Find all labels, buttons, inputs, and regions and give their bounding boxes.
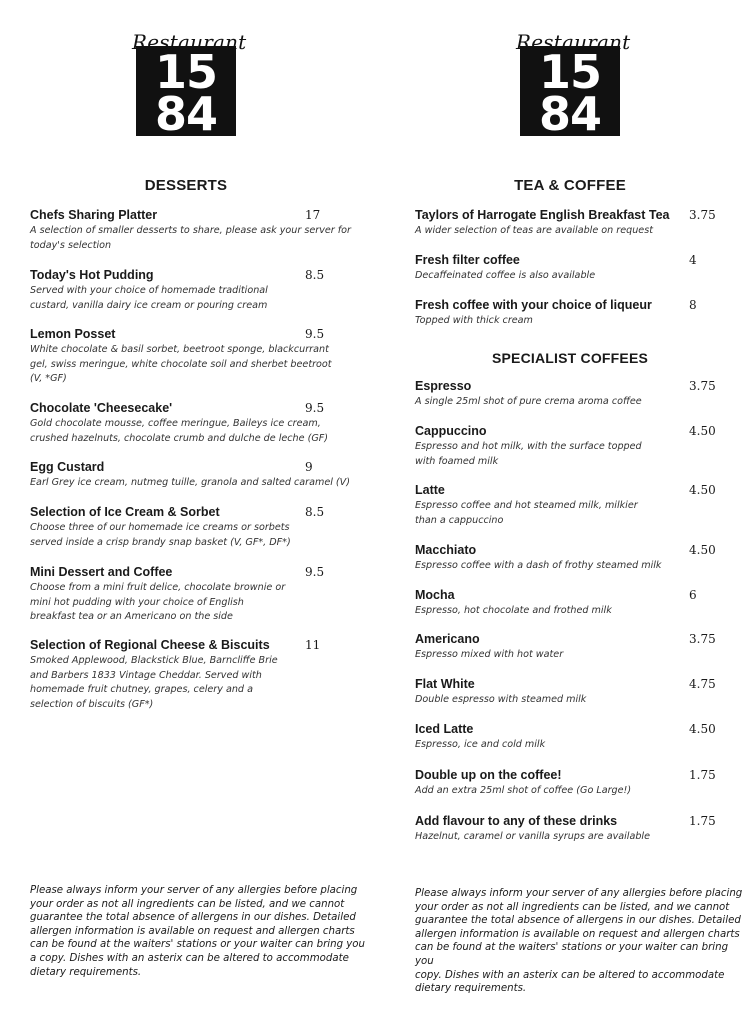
menu-item — [415, 483, 638, 528]
menu-item-description-line: Gold chocolate mousse, coffee meringue, Baileys ice cream, — [30, 418, 321, 429]
logo-digits-bottom: 84 — [154, 87, 217, 141]
menu-item-name: Fresh filter coffee — [415, 253, 520, 267]
menu-item-description-line: A single 25ml shot of pure crema aroma coffee — [415, 396, 642, 407]
menu-item — [30, 401, 328, 446]
menu-item-description-line: Espresso mixed with hot water — [415, 649, 564, 660]
menu-item-description-line: selection of biscuits (GF*) — [30, 698, 154, 710]
menu-item-name: Selection of Regional Cheese & Biscuits — [30, 638, 270, 652]
menu-item-description-line: Espresso and hot milk, with the surface topped — [415, 441, 642, 452]
allergen-notice-line: a copy. Dishes with an asterix can be altered to accommodate — [30, 952, 349, 964]
allergen-notice-line: your order as not all ingredients can be listed, and we cannot — [30, 898, 345, 910]
menu-item-description-line: (V, *GF) — [30, 373, 67, 384]
menu-item — [30, 208, 351, 253]
menu-item-description — [30, 417, 328, 446]
menu-item-price: 3.75 — [689, 632, 716, 646]
menu-item-price: 4.50 — [689, 483, 716, 497]
menu-item-price: 1.75 — [689, 768, 716, 782]
menu-item-price: 9.5 — [305, 565, 325, 579]
menu-item — [415, 814, 650, 845]
menu-item — [415, 208, 669, 239]
menu-item — [415, 768, 631, 799]
menu-item-description-line: homemade fruit chutney, grapes, celery and a — [30, 684, 253, 695]
menu-item — [415, 543, 661, 574]
menu-item-description-line: with foamed milk — [415, 455, 499, 467]
menu-item-price: 9 — [305, 460, 313, 474]
menu-item-description — [30, 521, 291, 550]
allergen-notice-line: Please always inform your server of any allergies before placing — [415, 888, 743, 899]
allergen-notice-line: Please always inform your server of any allergies before placing — [30, 885, 358, 896]
desserts-heading: DESSERTS — [144, 177, 228, 194]
menu-item-price: 4.50 — [689, 543, 716, 557]
menu-item-description — [415, 395, 642, 410]
menu-item — [30, 565, 285, 625]
menu-item-description-line: mini hot pudding with your choice of English — [30, 596, 244, 608]
allergen-notice-line: dietary requirements. — [30, 966, 142, 978]
menu-item-name: Cappuccino — [415, 424, 487, 438]
allergen-notice-line: copy. Dishes with an asterix can be altered to accommodate — [415, 969, 725, 981]
allergen-notice-line: can be found at the waiters' stations or your waiter can bring you — [415, 942, 729, 967]
menu-item-description-line: crushed hazelnuts, chocolate crumb and dulche de leche (GF) — [30, 432, 329, 444]
menu-item-price: 3.75 — [689, 379, 716, 393]
menu-item-description-line: Choose from a mini fruit delice, chocolate brownie or — [30, 582, 286, 593]
menu-item-description-line: Espresso, hot chocolate and frothed milk — [415, 605, 612, 616]
menu-item-description-line: White chocolate & basil sorbet, beetroot sponge, blackcurrant — [30, 344, 329, 355]
menu-item-name: Chocolate 'Cheesecake' — [30, 401, 173, 415]
menu-item-price: 8.5 — [305, 268, 325, 282]
menu-item-price: 6 — [689, 588, 697, 602]
menu-item-description-line: Smoked Applewood, Blackstick Blue, Barncliffe Brie — [30, 655, 278, 666]
menu-item-name: Flat White — [415, 677, 475, 691]
menu-item-description — [30, 476, 350, 491]
menu-item-description — [415, 224, 669, 239]
logo-script-text: Restaurant — [132, 30, 247, 54]
logo-number-block — [136, 45, 236, 141]
menu-item-description-line: Decaffeinated coffee is also available — [415, 270, 596, 281]
allergen-notice-line: allergen information is available on request and allergen charts — [415, 928, 740, 940]
menu-item-price: 8.5 — [305, 505, 325, 519]
menu-item-price: 17 — [305, 208, 321, 222]
menu-item-description — [415, 784, 631, 799]
menu-item-name: Mocha — [415, 588, 455, 602]
menu-item-price: 1.75 — [689, 814, 716, 828]
menu-item-description — [415, 499, 638, 528]
allergen-notice-left — [30, 884, 365, 979]
menu-item-description-line: served inside a crisp brandy snap basket (V, GF*, DF*) — [30, 536, 291, 548]
menu-item-description — [415, 269, 595, 284]
menu-item-description-line: Topped with thick cream — [415, 315, 533, 326]
menu-item-description-line: A selection of smaller desserts to share, please ask your server for — [30, 225, 351, 236]
logo-digits-top: 15 — [154, 45, 217, 99]
menu-item — [415, 722, 545, 753]
menu-item-price: 11 — [305, 638, 321, 652]
menu-item-price: 8 — [689, 298, 697, 312]
logo-digits-top: 15 — [538, 45, 601, 99]
menu-item-description-line: today's selection — [30, 239, 112, 251]
restaurant-logo-right — [516, 30, 631, 141]
menu-item-description — [415, 738, 545, 753]
menu-item — [415, 424, 642, 469]
menu-item-price: 3.75 — [689, 208, 716, 222]
menu-item — [30, 268, 268, 313]
menu-item-description-line: Add an extra 25ml shot of coffee (Go Large!) — [415, 785, 632, 796]
menu-item-description-line: than a cappuccino — [415, 514, 504, 526]
logo-digits-bottom: 84 — [538, 87, 601, 141]
allergen-notice-right — [415, 887, 746, 996]
menu-item-name: Egg Custard — [30, 460, 105, 474]
menu-item — [415, 253, 595, 284]
specialist-coffees-heading: SPECIALIST COFFEES — [491, 350, 649, 366]
menu-item-description — [30, 343, 332, 387]
menu-item-description-line: Espresso coffee with a dash of frothy steamed milk — [415, 560, 662, 571]
allergen-notice-line: guarantee the total absence of allergens in our dishes. Detailed — [415, 915, 741, 927]
menu-item-name: Latte — [415, 483, 445, 497]
menu-item-description — [415, 559, 661, 574]
menu-item-description — [415, 604, 612, 619]
menu-item-price: 9.5 — [305, 401, 325, 415]
menu-item-description-line: Double espresso with steamed milk — [415, 694, 587, 705]
menu-item — [415, 588, 612, 619]
menu-item-description — [415, 314, 652, 329]
menu-item-description-line: Espresso, ice and cold milk — [415, 739, 546, 750]
menu-item-price: 4 — [689, 253, 697, 267]
allergen-notice-line: your order as not all ingredients can be listed, and we cannot — [415, 901, 730, 913]
menu-item-name: Chefs Sharing Platter — [30, 208, 158, 222]
menu-item-description-line: breakfast tea or an Americano on the side — [30, 611, 233, 622]
menu-item-description-line: Choose three of our homemade ice creams or sorbets — [30, 522, 290, 533]
menu-item-description-line: Espresso coffee and hot steamed milk, milkier — [415, 500, 638, 511]
menu-item-description — [30, 284, 268, 313]
menu-item-description — [30, 581, 285, 625]
menu-item-name: Iced Latte — [415, 722, 474, 736]
menu-item-description — [415, 830, 650, 845]
menu-item-name: Selection of Ice Cream & Sorbet — [30, 505, 220, 519]
menu-item-name: Lemon Posset — [30, 327, 116, 341]
menu-item — [415, 298, 652, 329]
menu-item-price: 4.50 — [689, 424, 716, 438]
menu-item — [415, 632, 563, 663]
tea-coffee-heading: TEA & COFFEE — [514, 177, 626, 194]
menu-item-description — [415, 648, 563, 663]
menu-item-description — [30, 654, 278, 712]
menu-item-description-line: custard, vanilla dairy ice cream or pouring cream — [30, 299, 268, 311]
allergen-notice-line: allergen information is available on request and allergen charts — [30, 925, 355, 937]
restaurant-logo-left — [132, 30, 247, 141]
menu-item-name: Americano — [415, 632, 480, 646]
logo-number-block — [520, 45, 620, 141]
allergen-notice-line: can be found at the waiters' stations or your waiter can bring you — [30, 939, 365, 951]
menu-item-description-line: gel, swiss meringue, white chocolate soil and sherbet beetroot — [30, 358, 332, 370]
menu-item-name: Fresh coffee with your choice of liqueur — [415, 298, 652, 312]
menu-item-price: 4.50 — [689, 722, 716, 736]
menu-item-name: Double up on the coffee! — [415, 768, 562, 782]
menu-item-name: Macchiato — [415, 543, 477, 557]
menu-item-price: 4.75 — [689, 677, 716, 691]
menu-item — [415, 379, 642, 410]
allergen-notice-line: dietary requirements. — [415, 983, 527, 995]
menu-item-description-line: Served with your choice of homemade traditional — [30, 285, 268, 296]
menu-item-name: Espresso — [415, 379, 472, 393]
menu-item-name: Add flavour to any of these drinks — [415, 814, 618, 828]
logo-script-text: Restaurant — [516, 30, 631, 54]
menu-item-name: Taylors of Harrogate English Breakfast Tea — [415, 208, 670, 222]
menu-item-description-line: and Barbers 1833 Vintage Cheddar. Served with — [30, 669, 262, 681]
menu-item — [30, 638, 278, 712]
menu-item — [415, 677, 586, 708]
menu-item-description — [30, 224, 351, 253]
menu-item-description — [415, 440, 642, 469]
menu-item-description-line: Hazelnut, caramel or vanilla syrups are available — [415, 831, 651, 842]
menu-item-description — [415, 693, 586, 708]
menu-item-price: 9.5 — [305, 327, 325, 341]
menu-item — [30, 460, 350, 491]
menu-item — [30, 327, 332, 387]
menu-item-name: Today's Hot Pudding — [30, 268, 154, 282]
menu-item-description-line: A wider selection of teas are available on request — [415, 225, 653, 236]
menu-item — [30, 505, 291, 550]
allergen-notice-line: guarantee the total absence of allergens in our dishes. Detailed — [30, 912, 356, 924]
menu-item-description-line: Earl Grey ice cream, nutmeg tuille, granola and salted caramel (V) — [30, 477, 350, 488]
menu-item-name: Mini Dessert and Coffee — [30, 565, 173, 579]
